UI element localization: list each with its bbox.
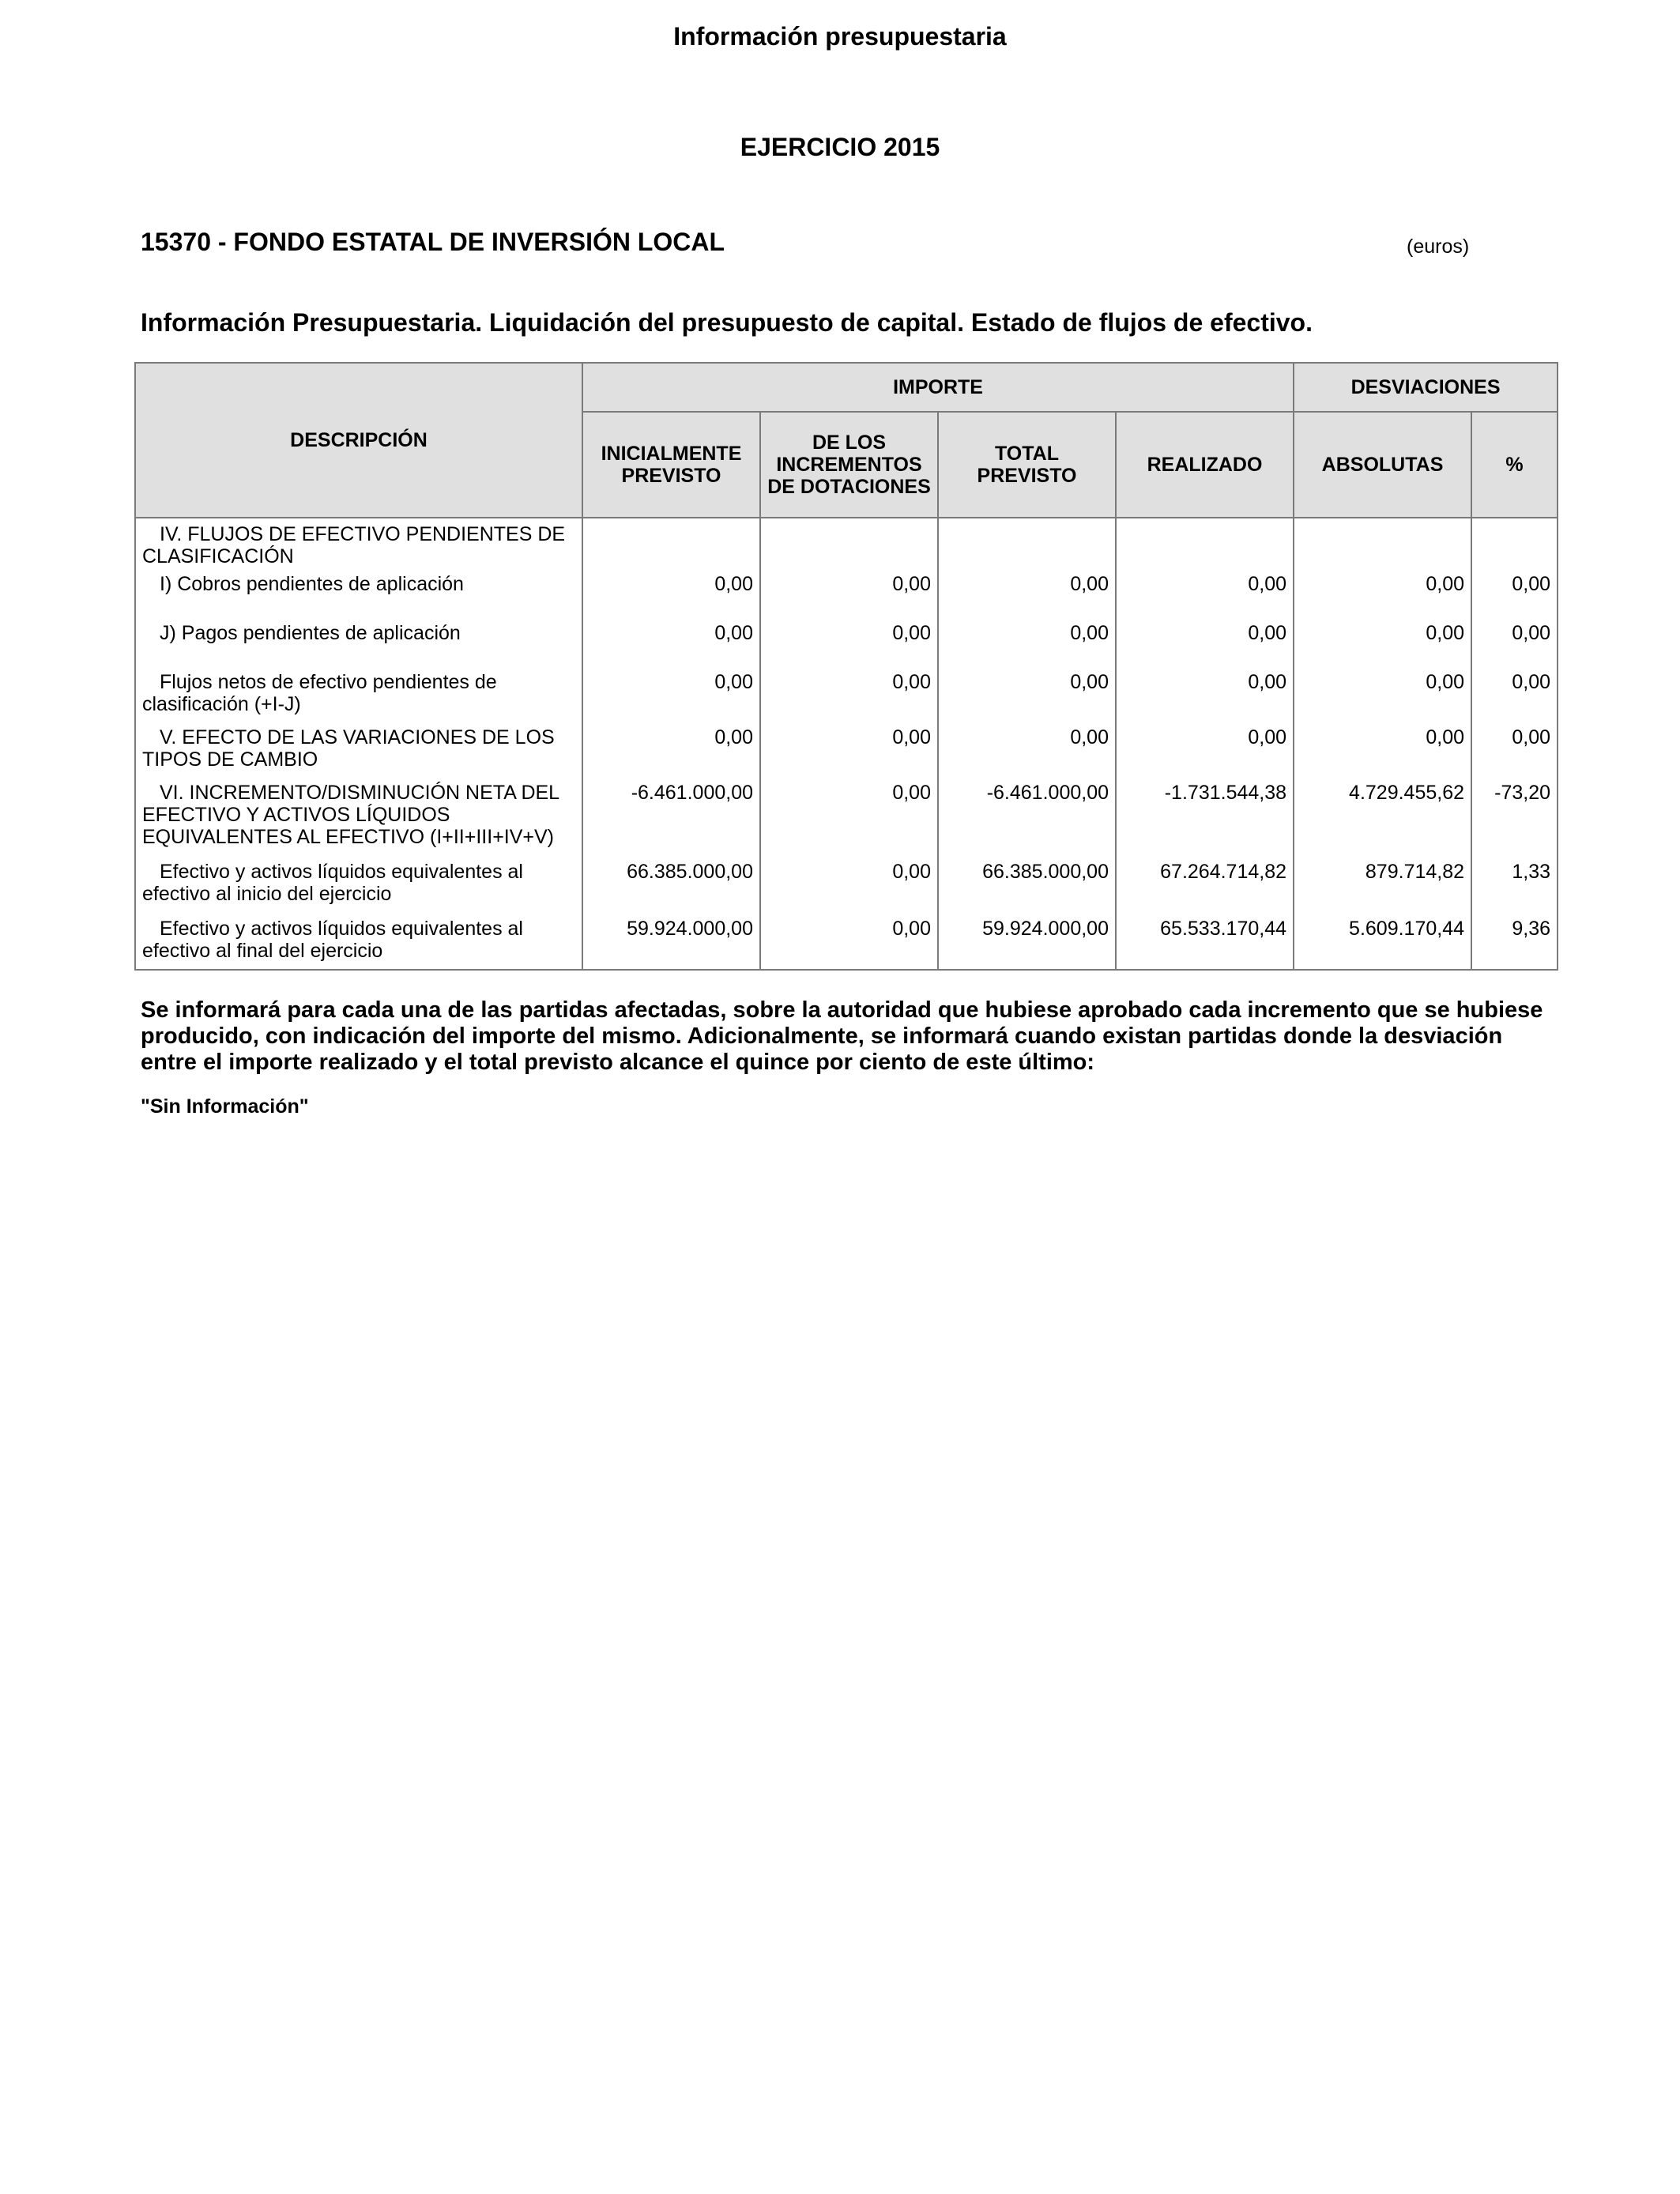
table-row xyxy=(135,617,1558,666)
entity-title: 15370 - FONDO ESTATAL DE INVERSIÓN LOCAL xyxy=(141,228,725,256)
cell-absolutas: 0,00 xyxy=(1294,666,1471,722)
cell-realizado: 67.264.714,82 xyxy=(1116,856,1294,913)
cell-inicial: 0,00 xyxy=(582,568,760,617)
cell-realizado xyxy=(1116,518,1294,568)
cell-realizado: -1.731.544,38 xyxy=(1116,777,1294,856)
header-desviaciones: DESVIACIONES xyxy=(1294,363,1558,412)
cell-absolutas: 0,00 xyxy=(1294,568,1471,617)
cell-absolutas: 0,00 xyxy=(1294,722,1471,777)
header-importe: IMPORTE xyxy=(582,363,1294,412)
cell-absolutas: 879.714,82 xyxy=(1294,856,1471,913)
cell-percent: 0,00 xyxy=(1471,568,1558,617)
table-row xyxy=(135,568,1558,617)
cash-flow-table xyxy=(134,362,1558,971)
cell-realizado: 65.533.170,44 xyxy=(1116,913,1294,970)
cell-realizado: 0,00 xyxy=(1116,666,1294,722)
cell-percent: 9,36 xyxy=(1471,913,1558,970)
cell-total: 0,00 xyxy=(938,568,1116,617)
cell-total: -6.461.000,00 xyxy=(938,777,1116,856)
row-description: Efectivo y activos líquidos equivalentes al efectivo al final del ejercicio xyxy=(142,918,523,962)
cell-incrementos: 0,00 xyxy=(760,777,938,856)
cell-realizado: 0,00 xyxy=(1116,722,1294,777)
cell-total: 66.385.000,00 xyxy=(938,856,1116,913)
cell-incrementos: 0,00 xyxy=(760,913,938,970)
table-row xyxy=(135,913,1558,970)
row-description: I) Cobros pendientes de aplicación xyxy=(160,573,464,595)
header-descripcion: DESCRIPCIÓN xyxy=(135,363,582,518)
cell-percent: 1,33 xyxy=(1471,856,1558,913)
cell-total: 0,00 xyxy=(938,617,1116,666)
row-description: J) Pagos pendientes de aplicación xyxy=(160,622,461,644)
cell-incrementos: 0,00 xyxy=(760,617,938,666)
cell-realizado: 0,00 xyxy=(1116,568,1294,617)
no-information-note: "Sin Información" xyxy=(141,1095,309,1118)
exercise-year: EJERCICIO 2015 xyxy=(740,133,940,161)
header-total-previsto: TOTAL PREVISTO xyxy=(938,412,1116,518)
row-description: V. EFECTO DE LAS VARIACIONES DE LOS TIPOS DE CAMBIO xyxy=(142,726,555,771)
footnote: Se informará para cada una de las partidas afectadas, sobre la autoridad que hubiese aprobado cada incremento que se hubiese producido, con indicación del importe del mismo. Adicionalmente, se informará cuando existan partidas donde la desviación entre el importe realizado y el total previsto alcance el quince por ciento de este último: xyxy=(141,997,1543,1075)
header-absolutas: ABSOLUTAS xyxy=(1294,412,1471,518)
cell-percent: -73,20 xyxy=(1471,777,1558,856)
cell-percent: 0,00 xyxy=(1471,666,1558,722)
table-row xyxy=(135,722,1558,777)
table-row xyxy=(135,777,1558,856)
cell-total xyxy=(938,518,1116,568)
cell-total: 59.924.000,00 xyxy=(938,913,1116,970)
header-incrementos-dotaciones: DE LOS INCREMENTOS DE DOTACIONES xyxy=(760,412,938,518)
cell-absolutas xyxy=(1294,518,1471,568)
cell-inicial: 0,00 xyxy=(582,666,760,722)
cell-inicial: 0,00 xyxy=(582,617,760,666)
cell-total: 0,00 xyxy=(938,722,1116,777)
cell-inicial: 59.924.000,00 xyxy=(582,913,760,970)
cell-inicial: -6.461.000,00 xyxy=(582,777,760,856)
row-description: IV. FLUJOS DE EFECTIVO PENDIENTES DE CLASIFICACIÓN xyxy=(142,523,566,567)
row-description: VI. INCREMENTO/DISMINUCIÓN NETA DEL EFECTIVO Y ACTIVOS LÍQUIDOS EQUIVALENTES AL EFECTIVO (I+II+III+IV+V) xyxy=(142,782,559,848)
cell-percent: 0,00 xyxy=(1471,617,1558,666)
table-row xyxy=(135,666,1558,722)
cell-percent: 0,00 xyxy=(1471,722,1558,777)
cell-total: 0,00 xyxy=(938,666,1116,722)
table-row xyxy=(135,856,1558,913)
cell-realizado: 0,00 xyxy=(1116,617,1294,666)
page-header: Información presupuestaria xyxy=(673,22,1007,51)
section-title: Información Presupuestaria. Liquidación del presupuesto de capital. Estado de flujos de efectivo. xyxy=(141,308,1313,337)
cell-incrementos: 0,00 xyxy=(760,568,938,617)
row-description: Flujos netos de efectivo pendientes de clasificación (+I-J) xyxy=(142,671,497,715)
cell-inicial: 0,00 xyxy=(582,722,760,777)
cell-absolutas: 5.609.170,44 xyxy=(1294,913,1471,970)
cell-absolutas: 4.729.455,62 xyxy=(1294,777,1471,856)
cell-inicial xyxy=(582,518,760,568)
header-percent: % xyxy=(1471,412,1558,518)
header-realizado: REALIZADO xyxy=(1116,412,1294,518)
header-inicialmente-previsto: INICIALMENTE PREVISTO xyxy=(582,412,760,518)
cell-incrementos xyxy=(760,518,938,568)
cell-absolutas: 0,00 xyxy=(1294,617,1471,666)
cell-incrementos: 0,00 xyxy=(760,856,938,913)
cell-percent xyxy=(1471,518,1558,568)
table-row xyxy=(135,518,1558,568)
row-description: Efectivo y activos líquidos equivalentes al efectivo al inicio del ejercicio xyxy=(142,861,523,905)
cell-inicial: 66.385.000,00 xyxy=(582,856,760,913)
cell-incrementos: 0,00 xyxy=(760,666,938,722)
cell-incrementos: 0,00 xyxy=(760,722,938,777)
units-label: (euros) xyxy=(1407,236,1470,258)
